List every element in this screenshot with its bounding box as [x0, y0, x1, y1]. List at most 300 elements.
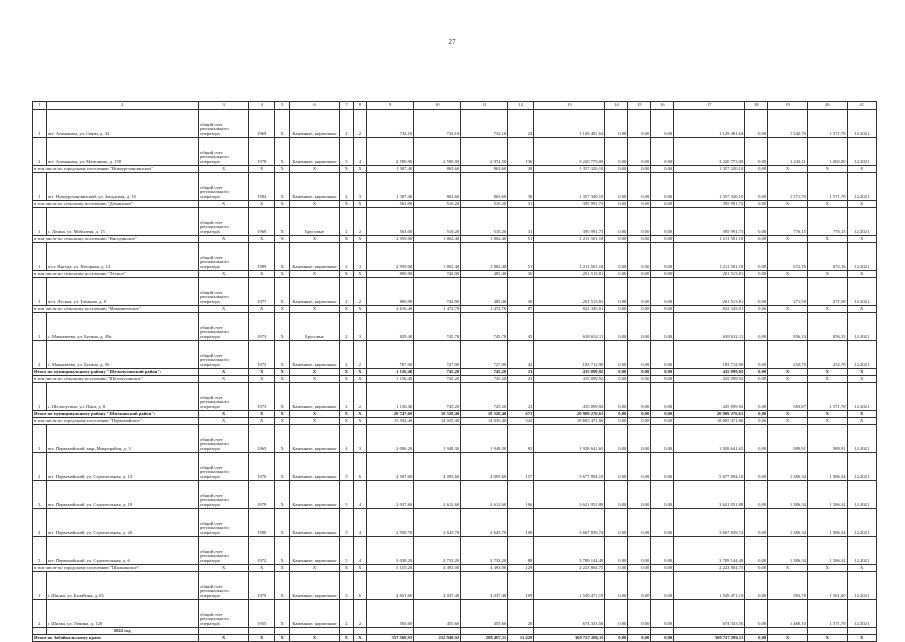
- value-c15: 0,00: [628, 341, 651, 369]
- value-c20: X: [807, 166, 847, 173]
- fund-method: общий счет регионального оператора: [199, 341, 249, 369]
- value-c10: 745,20: [414, 369, 461, 376]
- cell: X: [275, 383, 290, 411]
- value-c20: X: [807, 418, 847, 425]
- value-c13: 5 677 894,10: [534, 453, 605, 481]
- cell: X: [249, 166, 275, 173]
- value-c13: 395 991,73: [534, 208, 605, 236]
- value-c9: 800,90: [367, 278, 414, 306]
- value-c10: 1 472,78: [414, 306, 461, 313]
- value-c15: 0,00: [628, 418, 651, 425]
- value-c19: X: [768, 635, 808, 642]
- value-c9: 787,00: [367, 341, 414, 369]
- value-c18: 0,00: [745, 278, 768, 306]
- group-label: в том числе по сельскому поселению "Шелопугинское": [33, 376, 199, 383]
- cell: [367, 628, 414, 635]
- floors: 2: [340, 313, 354, 341]
- entrances: 2: [353, 383, 367, 411]
- cell: X: [275, 341, 290, 369]
- commission-year: 1976: [249, 453, 275, 481]
- entrances: 4: [353, 481, 367, 509]
- entrances: 3: [353, 243, 367, 271]
- column-header: 4: [249, 102, 275, 110]
- value-c9: 357 568,93: [367, 635, 414, 642]
- value-c14: 0,00: [605, 425, 628, 453]
- value-c10: 727,00: [414, 341, 461, 369]
- row-number: 1: [33, 313, 47, 341]
- value-c15: 0,00: [628, 411, 651, 418]
- value-c13: 1 357 320,10: [534, 173, 605, 201]
- floors: 5: [340, 537, 354, 565]
- cell: X: [340, 166, 354, 173]
- row-number: 2: [33, 341, 47, 369]
- value-c17: 183 712,90: [674, 341, 745, 369]
- subtotal-row: [33, 236, 877, 243]
- value-c17: 435 099,92: [674, 369, 745, 376]
- value-c9: 4 651,60: [367, 572, 414, 600]
- cell: X: [340, 271, 354, 278]
- value-c10: 742,00: [414, 271, 461, 278]
- house-record-row: [33, 110, 877, 138]
- cell: X: [199, 166, 249, 173]
- value-c14: 0,00: [605, 138, 628, 166]
- value-c16: 0,00: [651, 138, 674, 166]
- group-label: в том числе по городскому поселению "Новоургчинчинское": [33, 166, 199, 173]
- cell: X: [249, 306, 275, 313]
- value-c18: 0,00: [745, 313, 768, 341]
- cell: X: [275, 278, 290, 306]
- value-c12: 136: [508, 138, 534, 166]
- fund-method: общий счет регионального оператора: [199, 509, 249, 537]
- value-c16: 0,00: [651, 600, 674, 628]
- value-c11: 732,10: [461, 110, 508, 138]
- value-c20: X: [807, 635, 847, 642]
- value-c20: 672,16: [807, 243, 847, 271]
- cell: X: [249, 411, 275, 418]
- value-c11: 14 035,40: [461, 418, 508, 425]
- value-c16: 0,00: [651, 369, 674, 376]
- house-address: с. Маккавеево, ул. Бутина, д. 49а: [46, 313, 199, 341]
- commission-year: 1984: [249, 173, 275, 201]
- value-c18: 0,00: [745, 635, 768, 642]
- cell: X: [289, 565, 339, 572]
- cell: X: [199, 635, 249, 642]
- fund-method: общий счет регионального оператора: [199, 383, 249, 411]
- value-c11: 2 645,70: [461, 509, 508, 537]
- value-c17: 674 333,56: [674, 600, 745, 628]
- column-header: 12: [508, 102, 534, 110]
- value-c14: 0,00: [605, 537, 628, 565]
- cell: X: [275, 201, 290, 208]
- value-c15: 0,00: [628, 635, 651, 642]
- value-c21: 12.2021: [847, 138, 876, 166]
- value-c11: 1 802,40: [461, 243, 508, 271]
- value-c15: 0,00: [628, 572, 651, 600]
- value-c10: 252 948,92: [414, 635, 461, 642]
- value-c13: 1 211 501,18: [534, 236, 605, 243]
- value-c13: 3 667 839,74: [534, 509, 605, 537]
- year-divider-row: [33, 628, 877, 635]
- value-c18: 0,00: [745, 166, 768, 173]
- value-c10: 863,60: [414, 173, 461, 201]
- house-address: п/ст. Лесная, ул. Таежная, д. 8: [46, 278, 199, 306]
- cell: X: [249, 369, 275, 376]
- cell: X: [275, 138, 290, 166]
- value-c18: 0,00: [745, 243, 768, 271]
- cell: X: [353, 306, 367, 313]
- value-c9: 563,00: [367, 208, 414, 236]
- value-c13: 18 685 471,86: [534, 418, 605, 425]
- value-c15: 0,00: [628, 383, 651, 411]
- value-c17: 1 357 320,10: [674, 173, 745, 201]
- value-c17: 1 211 501,18: [674, 243, 745, 271]
- row-number: 3: [33, 481, 47, 509]
- value-c16: 0,00: [651, 313, 674, 341]
- value-c21: X: [847, 418, 876, 425]
- value-c12: 31: [508, 201, 534, 208]
- value-c20: X: [807, 369, 847, 376]
- group-label: в том числе по сельскому поселению "Ингодинское": [33, 236, 199, 243]
- cell: X: [275, 166, 290, 173]
- group-label: в том числе по городскому поселению "Первомайское":: [33, 418, 199, 425]
- cell: X: [340, 306, 354, 313]
- value-c12: 36: [508, 271, 534, 278]
- cell: X: [199, 418, 249, 425]
- cell: [745, 628, 768, 635]
- value-c17: 638 632,11: [674, 313, 745, 341]
- value-c20: 1 571,70: [807, 383, 847, 411]
- value-c21: 12.2021: [847, 425, 876, 453]
- value-c12: 83: [508, 425, 534, 453]
- cell: X: [199, 271, 249, 278]
- house-address: пгт. Атаманиха, ул. Матюнино, д. 158: [46, 138, 199, 166]
- value-c14: 0,00: [605, 243, 628, 271]
- value-c18: 0,00: [745, 425, 768, 453]
- house-record-row: [33, 341, 877, 369]
- house-address: пгт. Первомайский, ул. Строительная, д. 14: [46, 453, 199, 481]
- value-c19: X: [768, 271, 808, 278]
- fund-method: общий счет регионального оператора: [199, 138, 249, 166]
- value-c12: 157: [508, 453, 534, 481]
- value-c13: 201 513,81: [534, 278, 605, 306]
- value-c18: 0,00: [745, 110, 768, 138]
- value-c13: 1 129 481,64: [534, 110, 605, 138]
- value-c11: 727,00: [461, 341, 508, 369]
- value-c19: 672,16: [768, 243, 808, 271]
- wall-material: Каменные, кирпичные: [289, 110, 339, 138]
- value-c10: 4 095,60: [414, 453, 461, 481]
- cell: [768, 628, 808, 635]
- value-c13: 3 621 951,88: [534, 481, 605, 509]
- fund-method: общий счет регионального оператора: [199, 110, 249, 138]
- value-c21: X: [847, 306, 876, 313]
- value-c18: 0,00: [745, 306, 768, 313]
- value-c13: 435 099,92: [534, 369, 605, 376]
- cell: [340, 628, 354, 635]
- value-c9: 5 155,20: [367, 565, 414, 572]
- cell: X: [275, 271, 290, 278]
- value-c11: 2 612,60: [461, 481, 508, 509]
- entrances: 2: [353, 600, 367, 628]
- value-c12: 87: [508, 306, 534, 313]
- column-header: 7: [340, 102, 354, 110]
- wall-material: Каменные, кирпичные: [289, 425, 339, 453]
- cell: X: [353, 635, 367, 642]
- floors: 2: [340, 341, 354, 369]
- value-c10: 2 733,20: [414, 537, 461, 565]
- value-c16: 0,00: [651, 201, 674, 208]
- value-c20: 1 571,70: [807, 600, 847, 628]
- value-c16: 0,00: [651, 481, 674, 509]
- value-c20: X: [807, 201, 847, 208]
- value-c9: 1 156,40: [367, 369, 414, 376]
- fund-method: общий счет регионального оператора: [199, 243, 249, 271]
- value-c21: 12.2021: [847, 243, 876, 271]
- value-c14: 0,00: [605, 110, 628, 138]
- cell: X: [275, 236, 290, 243]
- value-c17: 3 220 773,00: [674, 138, 745, 166]
- value-c19: X: [768, 376, 808, 383]
- entrances: 6: [353, 572, 367, 600]
- value-c21: X: [847, 565, 876, 572]
- wall-material: Каменные, кирпичные: [289, 173, 339, 201]
- value-c17: 1 129 481,64: [674, 110, 745, 138]
- value-c21: X: [847, 635, 876, 642]
- house-record-row: [33, 509, 877, 537]
- house-address: с. Домна, ул. Мобилеяя, д. 15: [46, 208, 199, 236]
- total-row: [33, 369, 877, 376]
- cell: [674, 628, 745, 635]
- row-number: 2: [33, 453, 47, 481]
- cell: X: [199, 376, 249, 383]
- value-c14: 0,00: [605, 173, 628, 201]
- value-c14: 0,00: [605, 271, 628, 278]
- value-c21: 12.2021: [847, 453, 876, 481]
- value-c11: 1 472,78: [461, 306, 508, 313]
- commission-year: 1979: [249, 481, 275, 509]
- cell: [651, 628, 674, 635]
- value-c12: 51: [508, 243, 534, 271]
- column-number-header: [33, 102, 877, 110]
- cell: [353, 628, 367, 635]
- house-address: с. Шелопугино, ул. Пыш, д. 8: [46, 383, 199, 411]
- group-label: в том числе по сельскому поселению "Доминское": [33, 201, 199, 208]
- cell: X: [275, 537, 290, 565]
- cell: X: [275, 411, 290, 418]
- value-c11: 485,40: [461, 278, 508, 306]
- value-c9: 2 959,00: [367, 236, 414, 243]
- value-c16: 0,00: [651, 418, 674, 425]
- value-c11: 1 802,40: [461, 236, 508, 243]
- value-c15: 0,00: [628, 600, 651, 628]
- wall-material: Каменные, кирпичные: [289, 453, 339, 481]
- group-label: в том числе по сельскому поселению "Маккавеевское": [33, 306, 199, 313]
- housing-register-table: [32, 101, 877, 642]
- entrances: 3: [353, 313, 367, 341]
- house-record-row: [33, 278, 877, 306]
- wall-material: Каменные, кирпичные: [289, 383, 339, 411]
- column-header: 21: [847, 102, 876, 110]
- house-record-row: [33, 138, 877, 166]
- value-c20: X: [807, 376, 847, 383]
- wall-material: Каменные, кирпичные: [289, 243, 339, 271]
- house-address: п/ст. Ингода, ул. Нагорная, д. 14: [46, 243, 199, 271]
- value-c21: 12.2021: [847, 278, 876, 306]
- column-header: 13: [534, 102, 605, 110]
- value-c12: 108: [508, 509, 534, 537]
- row-number: 1: [33, 383, 47, 411]
- value-c9: 2 616,40: [367, 306, 414, 313]
- wall-material: Каменные, кирпичные: [289, 138, 339, 166]
- value-c18: 0,00: [745, 369, 768, 376]
- house-address: пгт. Первомайский, ул. Строительная, д. 20: [46, 509, 199, 537]
- value-c19: 856,33: [768, 313, 808, 341]
- value-c17: 3 621 951,88: [674, 481, 745, 509]
- cell: X: [353, 418, 367, 425]
- commission-year: 1965: [249, 425, 275, 453]
- value-c21: 12.2021: [847, 110, 876, 138]
- value-c10: 1 802,40: [414, 243, 461, 271]
- floors: 2: [340, 278, 354, 306]
- column-header: 6: [289, 102, 339, 110]
- value-c19: 1 386,34: [768, 481, 808, 509]
- cell: X: [249, 376, 275, 383]
- cell: X: [275, 453, 290, 481]
- value-c16: 0,00: [651, 537, 674, 565]
- value-c20: 271,58: [807, 278, 847, 306]
- value-c21: X: [847, 369, 876, 376]
- fund-method: общий счет регионального оператора: [199, 600, 249, 628]
- row-number: 4: [33, 509, 47, 537]
- cell: X: [340, 411, 354, 418]
- cell: [33, 628, 47, 635]
- value-c10: 510,20: [414, 201, 461, 208]
- value-c15: 0,00: [628, 138, 651, 166]
- value-c19: 1 542,70: [768, 110, 808, 138]
- cell: X: [353, 376, 367, 383]
- cell: X: [353, 411, 367, 418]
- fund-method: общий счет регионального оператора: [199, 537, 249, 565]
- house-record-row: [33, 600, 877, 628]
- value-c15: 0,00: [628, 313, 651, 341]
- commission-year: 1973: [249, 383, 275, 411]
- value-c9: 1 156,40: [367, 376, 414, 383]
- commission-year: 1973: [249, 313, 275, 341]
- value-c18: 0,00: [745, 383, 768, 411]
- value-c16: 0,00: [651, 341, 674, 369]
- value-c17: 435 099,92: [674, 376, 745, 383]
- value-c14: 0,00: [605, 278, 628, 306]
- value-c12: 38: [508, 166, 534, 173]
- entrances: 2: [353, 341, 367, 369]
- cell: X: [289, 418, 339, 425]
- value-c9: 829,40: [367, 313, 414, 341]
- column-header: 10: [414, 102, 461, 110]
- row-number: 1: [33, 425, 47, 453]
- cell: X: [289, 236, 339, 243]
- cell: X: [275, 572, 290, 600]
- value-c20: 1 561,00: [807, 572, 847, 600]
- entrances: 2: [353, 278, 367, 306]
- value-c15: 0,00: [628, 376, 651, 383]
- house-address: пгт. Первомайский, ул. Строительная, д. 6: [46, 537, 199, 565]
- table-body: [33, 102, 877, 642]
- cell: X: [275, 173, 290, 201]
- house-address: с. Маккавеево, ул. Бутина, д. 56: [46, 341, 199, 369]
- value-c15: 0,00: [628, 369, 651, 376]
- cell: X: [340, 418, 354, 425]
- entrances: 2: [353, 110, 367, 138]
- value-c19: 252,70: [768, 341, 808, 369]
- total-row: [33, 411, 877, 418]
- value-c19: 271,58: [768, 278, 808, 306]
- row-number: 1: [33, 208, 47, 236]
- house-record-row: [33, 243, 877, 271]
- value-c14: 0,00: [605, 236, 628, 243]
- cell: [249, 628, 275, 635]
- house-record-row: [33, 173, 877, 201]
- cell: X: [289, 376, 339, 383]
- value-c15: 0,00: [628, 236, 651, 243]
- value-c17: 1 211 501,18: [674, 236, 745, 243]
- column-header: 9: [367, 102, 414, 110]
- cell: X: [353, 201, 367, 208]
- subtotal-row: [33, 376, 877, 383]
- floors: 2: [340, 110, 354, 138]
- fund-method: общий счет регионального оператора: [199, 313, 249, 341]
- value-c18: 0,00: [745, 271, 768, 278]
- cell: [508, 628, 534, 635]
- wall-material: Брусовые: [289, 313, 339, 341]
- value-c20: X: [807, 306, 847, 313]
- value-c16: 0,00: [651, 376, 674, 383]
- value-c13: 20 909 276,61: [534, 411, 605, 418]
- value-c9: 4 587,60: [367, 453, 414, 481]
- commission-year: 1978: [249, 138, 275, 166]
- value-c19: 1 243,11: [768, 138, 808, 166]
- value-c21: 12.2021: [847, 600, 876, 628]
- value-c21: 12.2021: [847, 313, 876, 341]
- cell: X: [289, 306, 339, 313]
- value-c14: 0,00: [605, 572, 628, 600]
- cell: [289, 628, 339, 635]
- value-c21: 12.2021: [847, 208, 876, 236]
- entrances: 6: [353, 453, 367, 481]
- value-c17: 18 685 471,86: [674, 418, 745, 425]
- value-c11: 510,20: [461, 201, 508, 208]
- value-c18: 0,00: [745, 481, 768, 509]
- cell: X: [275, 600, 290, 628]
- cell: [628, 628, 651, 635]
- wall-material: Каменные, кирпичные: [289, 537, 339, 565]
- value-c13: 201 513,81: [534, 271, 605, 278]
- value-c12: 38: [508, 173, 534, 201]
- value-c15: 0,00: [628, 208, 651, 236]
- value-c19: X: [768, 565, 808, 572]
- cell: X: [353, 236, 367, 243]
- row-number: 1: [33, 110, 47, 138]
- cell: [807, 628, 847, 635]
- house-record-row: [33, 425, 877, 453]
- value-c20: 1 065,00: [807, 138, 847, 166]
- value-c16: 0,00: [651, 243, 674, 271]
- column-header: 16: [651, 102, 674, 110]
- cell: X: [275, 635, 290, 642]
- value-c12: 23: [508, 369, 534, 376]
- value-c15: 0,00: [628, 278, 651, 306]
- value-c18: 0,00: [745, 201, 768, 208]
- value-c11: 2 074,50: [461, 138, 508, 166]
